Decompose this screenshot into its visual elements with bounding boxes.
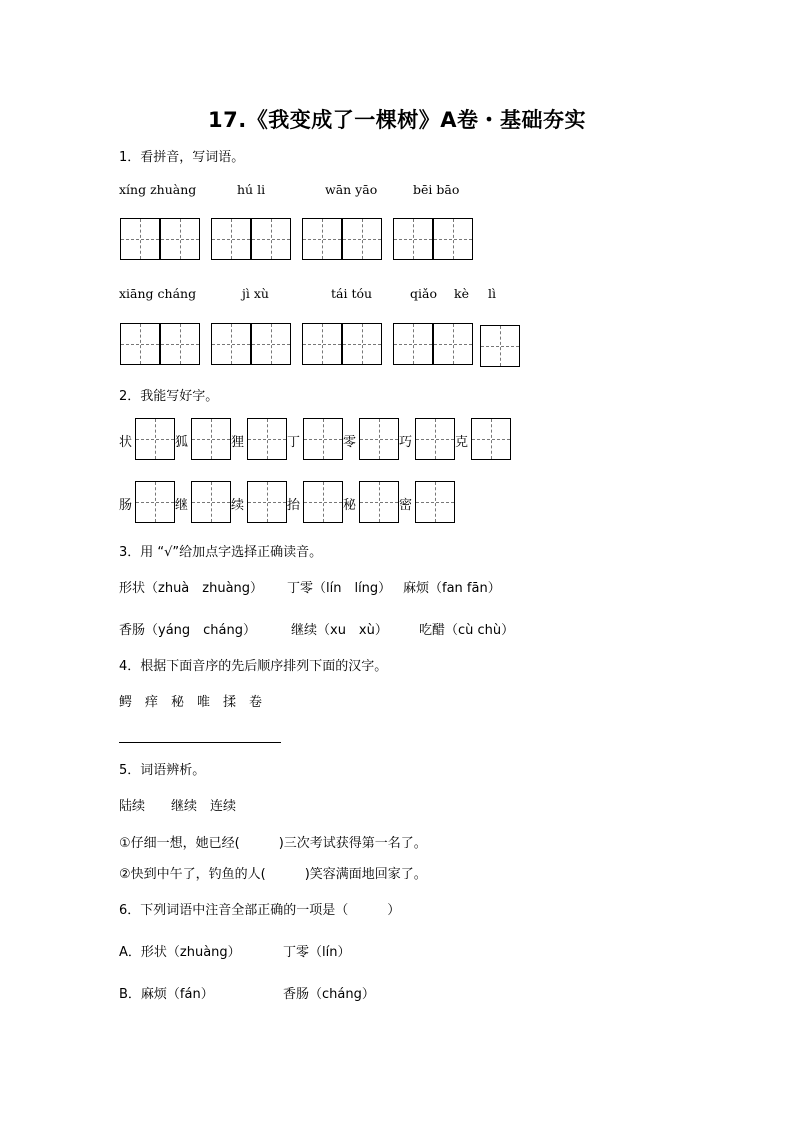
- char-ke: 克: [455, 435, 469, 450]
- pinyin-ke: kè: [454, 286, 469, 301]
- q3-item-dingling: 丁零（lín líng）: [287, 581, 392, 596]
- practice-cell[interactable]: [247, 481, 287, 523]
- practice-cell[interactable]: [303, 418, 343, 460]
- q4-characters: 鳄 痒 秘 唯 揉 卷: [119, 695, 263, 710]
- pinyin-wan-yao: wān yāo: [325, 182, 378, 197]
- answer-line[interactable]: [119, 742, 281, 743]
- char-xu: 续: [231, 498, 245, 513]
- practice-cell[interactable]: [359, 418, 399, 460]
- question-4-label: 4．根据下面音序的先后顺序排列下面的汉字。: [119, 659, 388, 674]
- q3-item-mafan: 麻烦（fan fān）: [403, 581, 501, 596]
- char-li: 狸: [231, 435, 245, 450]
- q5-sentence-2: ②快到中午了，钓鱼的人( )笑容满面地回家了。: [119, 867, 427, 882]
- question-2-label: 2．我能写好字。: [119, 389, 219, 404]
- practice-cell[interactable]: [471, 418, 511, 460]
- practice-cell[interactable]: [191, 481, 231, 523]
- question-6-label: 6．下列词语中注音全部正确的一项是（ ）: [119, 903, 401, 918]
- char-ji: 继: [175, 498, 189, 513]
- pinyin-xiang-chang: xiāng cháng: [119, 286, 197, 301]
- char-hu: 狐: [175, 435, 189, 450]
- practice-cell[interactable]: [303, 481, 343, 523]
- q3-item-xingzhuang: 形状（zhuà zhuàng）: [119, 581, 264, 596]
- practice-cell[interactable]: [135, 418, 175, 460]
- practice-cell[interactable]: [191, 418, 231, 460]
- q3-item-chicu: 吃醋（cù chù）: [419, 623, 515, 638]
- q5-word-options: 陆续 继续 连续: [119, 799, 237, 814]
- q5-sentence-1: ①仔细一想，她已经( )三次考试获得第一名了。: [119, 836, 427, 851]
- page-title: 17.《我变成了一棵树》A卷・基础夯实: [208, 108, 586, 132]
- char-ling: 零: [343, 435, 357, 450]
- char-mi: 秘: [343, 498, 357, 513]
- practice-cell[interactable]: [135, 481, 175, 523]
- pinyin-li: lì: [488, 286, 496, 301]
- practice-cell[interactable]: [415, 481, 455, 523]
- pinyin-qiao: qiǎo: [410, 286, 437, 301]
- writing-grid-9[interactable]: [480, 325, 520, 367]
- char-ding: 丁: [287, 435, 301, 450]
- question-3-label: 3．用 “√”给加点字选择正确读音。: [119, 545, 323, 560]
- pinyin-xing-zhuang: xíng zhuàng: [119, 182, 197, 197]
- pinyin-hu-li: hú li: [237, 182, 266, 197]
- pinyin-tai-tou: tái tóu: [331, 286, 373, 301]
- char-zhuang: 状: [119, 435, 133, 450]
- question-1-label: 1．看拼音，写词语。: [119, 150, 245, 165]
- option-b-second: 香肠（cháng）: [283, 987, 375, 1002]
- practice-cell[interactable]: [247, 418, 287, 460]
- pinyin-bei-bao: bēi bāo: [413, 182, 460, 197]
- char-chang: 肠: [119, 498, 133, 513]
- char-qiao: 巧: [399, 435, 413, 450]
- question-5-label: 5．词语辨析。: [119, 763, 206, 778]
- q3-item-xiangchang: 香肠（yáng cháng）: [119, 623, 256, 638]
- option-b[interactable]: B．麻烦（fán）: [119, 987, 214, 1002]
- option-a[interactable]: A．形状（zhuàng）: [119, 945, 241, 960]
- practice-cell[interactable]: [415, 418, 455, 460]
- practice-cell[interactable]: [359, 481, 399, 523]
- q3-item-jixu: 继续（xu xù）: [291, 623, 388, 638]
- char-tai: 抬: [287, 498, 301, 513]
- option-a-second: 丁零（lín）: [283, 945, 351, 960]
- pinyin-ji-xu: jì xù: [242, 286, 269, 301]
- char-mi2: 密: [399, 498, 413, 513]
